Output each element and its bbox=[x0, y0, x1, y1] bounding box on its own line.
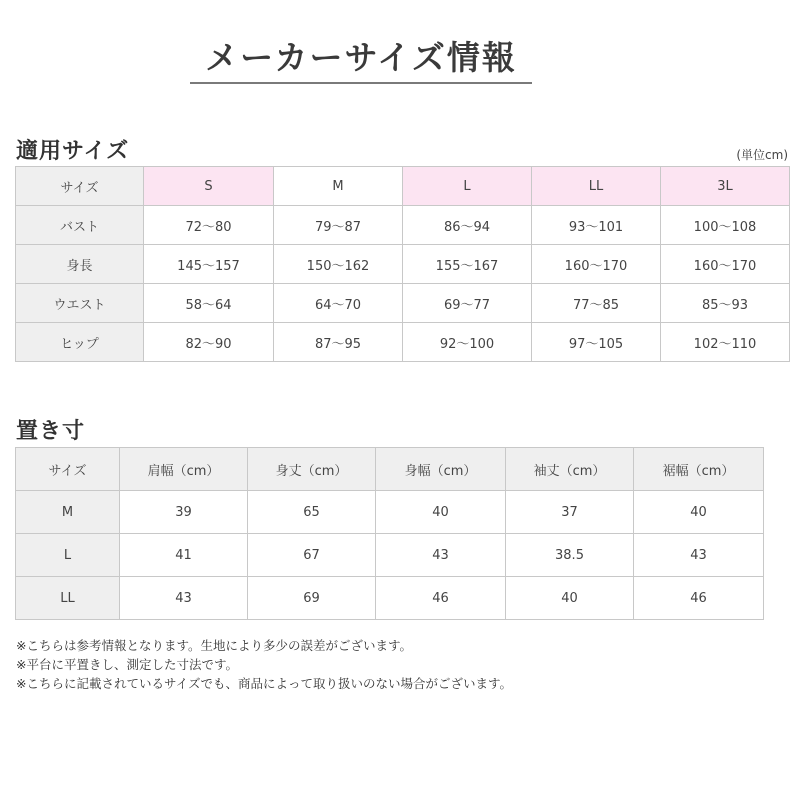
note-line: ※平台に平置きし、測定した寸法です。 bbox=[16, 657, 238, 672]
row-label: ウエスト bbox=[16, 284, 144, 323]
table-cell: 77〜85 bbox=[532, 284, 661, 323]
header-cell: S bbox=[144, 167, 274, 206]
table-cell: 79〜87 bbox=[274, 206, 403, 245]
table-row bbox=[16, 245, 790, 284]
table-cell: 43 bbox=[120, 577, 248, 620]
table-row bbox=[16, 323, 790, 362]
row-label: バスト bbox=[16, 206, 144, 245]
table-row bbox=[16, 284, 790, 323]
size-table-header-row bbox=[16, 167, 790, 206]
table-cell: 160〜170 bbox=[661, 245, 790, 284]
table-cell: 100〜108 bbox=[661, 206, 790, 245]
table-cell: 92〜100 bbox=[403, 323, 532, 362]
size-section-title: 適用サイズ bbox=[16, 139, 130, 164]
table-cell: 43 bbox=[376, 534, 506, 577]
table-cell: 69 bbox=[248, 577, 376, 620]
table-cell: 40 bbox=[506, 577, 634, 620]
table-cell: 160〜170 bbox=[532, 245, 661, 284]
table-row bbox=[16, 534, 764, 577]
table-cell: 145〜157 bbox=[144, 245, 274, 284]
row-label: 身長 bbox=[16, 245, 144, 284]
row-label: ヒップ bbox=[16, 323, 144, 362]
size-table bbox=[15, 166, 790, 362]
table-cell: 87〜95 bbox=[274, 323, 403, 362]
table-cell: 37 bbox=[506, 491, 634, 534]
notes bbox=[16, 636, 512, 693]
table-row bbox=[16, 491, 764, 534]
table-cell: 82〜90 bbox=[144, 323, 274, 362]
note-line: ※こちらに記載されているサイズでも、商品によって取り扱いのない場合がございます。 bbox=[16, 676, 512, 691]
table-cell: 155〜167 bbox=[403, 245, 532, 284]
table-cell: 40 bbox=[376, 491, 506, 534]
table-cell: 46 bbox=[376, 577, 506, 620]
table-cell: 85〜93 bbox=[661, 284, 790, 323]
table-cell: 43 bbox=[634, 534, 764, 577]
table-row bbox=[16, 577, 764, 620]
header-cell: 肩幅（cm） bbox=[120, 448, 248, 491]
table-cell: 86〜94 bbox=[403, 206, 532, 245]
title-underline bbox=[190, 82, 532, 84]
note-line: ※こちらは参考情報となります。生地により多少の誤差がございます。 bbox=[16, 638, 412, 653]
header-cell: 裾幅（cm） bbox=[634, 448, 764, 491]
header-cell: LL bbox=[532, 167, 661, 206]
table-cell: 102〜110 bbox=[661, 323, 790, 362]
table-cell: 58〜64 bbox=[144, 284, 274, 323]
table-row bbox=[16, 206, 790, 245]
page-title: メーカーサイズ情報 bbox=[205, 38, 517, 77]
row-label: LL bbox=[16, 577, 120, 620]
measure-section-title: 置き寸 bbox=[16, 419, 86, 444]
table-cell: 69〜77 bbox=[403, 284, 532, 323]
table-cell: 150〜162 bbox=[274, 245, 403, 284]
unit-note: (単位cm) bbox=[736, 148, 788, 162]
table-cell: 93〜101 bbox=[532, 206, 661, 245]
row-label: M bbox=[16, 491, 120, 534]
header-cell: M bbox=[274, 167, 403, 206]
header-cell: 身丈（cm） bbox=[248, 448, 376, 491]
table-cell: 72〜80 bbox=[144, 206, 274, 245]
table-cell: 38.5 bbox=[506, 534, 634, 577]
row-label: L bbox=[16, 534, 120, 577]
table-cell: 41 bbox=[120, 534, 248, 577]
measure-table-header-row bbox=[16, 448, 764, 491]
header-cell: 身幅（cm） bbox=[376, 448, 506, 491]
header-cell: 袖丈（cm） bbox=[506, 448, 634, 491]
table-cell: 67 bbox=[248, 534, 376, 577]
table-cell: 46 bbox=[634, 577, 764, 620]
header-cell: サイズ bbox=[16, 167, 144, 206]
table-cell: 97〜105 bbox=[532, 323, 661, 362]
measure-table bbox=[15, 447, 764, 620]
header-cell: L bbox=[403, 167, 532, 206]
table-cell: 65 bbox=[248, 491, 376, 534]
table-cell: 40 bbox=[634, 491, 764, 534]
table-cell: 39 bbox=[120, 491, 248, 534]
table-cell: 64〜70 bbox=[274, 284, 403, 323]
header-cell: 3L bbox=[661, 167, 790, 206]
header-cell: サイズ bbox=[16, 448, 120, 491]
